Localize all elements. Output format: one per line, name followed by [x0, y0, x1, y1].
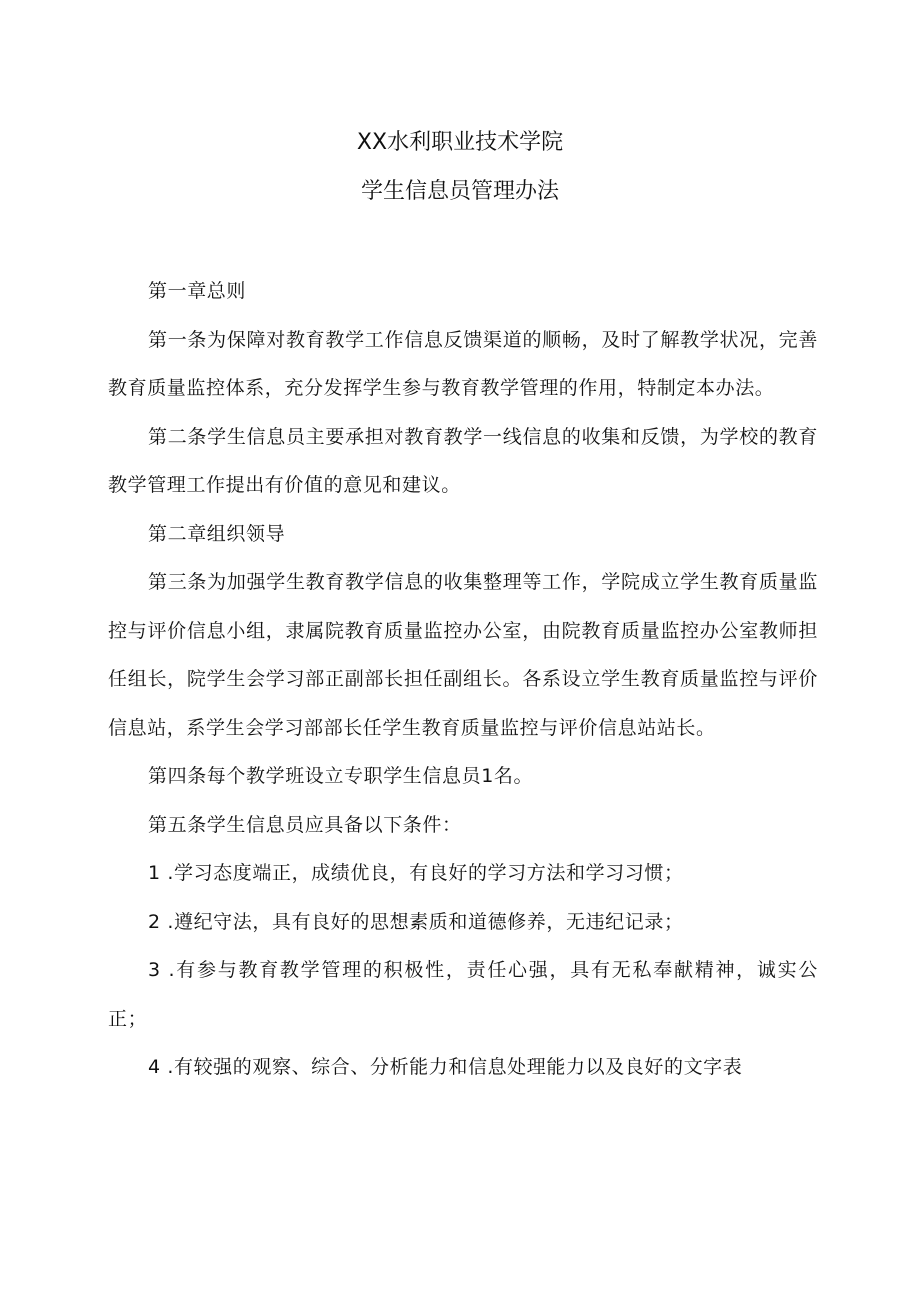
document-title-regulation: 学生信息员管理办法	[360, 179, 559, 204]
article-3: 第三条为加强学生教育教学信息的收集整理等工作，学院成立学生教育质量监控与评价信息小组，隶属院教育质量监控办公室，由院教育质量监控办公室教师担任组长，院学生会学习部正副部长担任副组长。各系设立学生教育质量监控与评价信息站，系学生会学习部部长任学生教育质量监控与评价信息站站长。	[108, 571, 818, 739]
condition-4: 4 .有较强的观察、综合、分析能力和信息处理能力以及良好的文字表	[148, 1056, 743, 1078]
article-2: 第二条学生信息员主要承担对教育教学一线信息的收集和反馈，为学校的教育教学管理工作提出有价值的意见和建议。	[108, 425, 818, 496]
condition-2: 2 .遵纪守法，具有良好的思想素质和道德修养，无违纪记录；	[148, 910, 684, 933]
chapter-1-heading: 第一章总则	[148, 280, 247, 302]
article-4: 第四条每个教学班设立专职学生信息员1名。	[148, 765, 534, 787]
article-5: 第五条学生信息员应具备以下条件：	[148, 813, 462, 836]
document-body	[108, 267, 818, 1092]
condition-3: 3 .有参与教育教学管理的积极性，责任心强，具有无私奉献精神，诚实公正；	[108, 959, 818, 1030]
chapter-2-heading: 第二章组织领导	[148, 522, 286, 545]
condition-1: 1 .学习态度端正，成绩优良，有良好的学习方法和学习习惯；	[148, 862, 684, 884]
article-1: 第一条为保障对教育教学工作信息反馈渠道的顺畅，及时了解教学状况，完善教育质量监控体系，充分发挥学生参与教育教学管理的作用，特制定本办法。	[108, 328, 818, 399]
document-title-institution: XX水利职业技术学院	[356, 130, 564, 155]
